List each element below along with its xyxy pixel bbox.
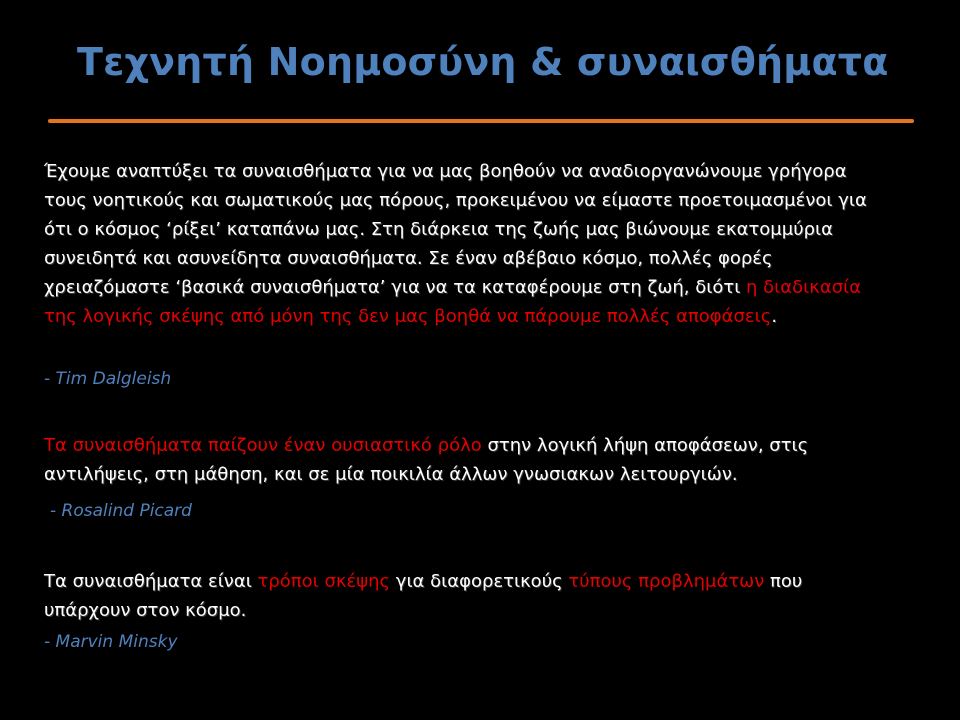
title-divider (48, 119, 914, 123)
slide-title: Τεχνητή Νοημοσύνη & συναισθήματα (77, 40, 889, 84)
quote-highlight: τρόποι σκέψης (257, 571, 391, 592)
quote-text: . (771, 306, 778, 327)
quote-highlight: τύπους προβλημάτων (568, 571, 765, 592)
quote-minsky (44, 567, 894, 625)
author-picard: - Rosalind Picard (50, 501, 192, 521)
quote-highlight: Τα συναισθήματα παίζουν έναν ουσιαστικό ρόλο (44, 435, 482, 456)
quote-text: που υπάρχουν στον κόσμο. (44, 571, 803, 621)
quote-picard (44, 431, 894, 489)
author-minsky: - Marvin Minsky (44, 632, 178, 652)
author-dalgleish: - Tim Dalgleish (44, 369, 172, 389)
quote-dalgleish (44, 157, 894, 331)
quote-text: για διαφορετικούς (390, 571, 569, 592)
quote-text: Έχουμε αναπτύξει τα συναισθήματα για να μας βοηθούν να αναδιοργανώνουμε γρήγορα τους νοητικούς και σωματικούς μας πόρους, προκειμένου να είμαστε προετοιμασμένοι για ότι ο κόσμος ‘ρίξει’ καταπάνω μας. Στη διάρκεια της ζωής μας βιώνουμε εκατομμύρια συνειδητά και ασυνείδητα συναισθήματα. Σε έναν αβέβαιο κόσμο, πολλές φορές χρειαζόμαστε ‘βασικά συναισθήματα’ για να τα καταφέρουμε στη ζωή, διότι (44, 161, 867, 298)
quote-text: στην λογική λήψη αποφάσεων, στις αντιλήψεις, στη μάθηση, και σε μία ποικιλία άλλων γνωσιακων λειτουργιών. (44, 435, 809, 485)
quote-text: Τα συναισθήματα είναι (44, 571, 258, 592)
quote-highlight: η διαδικασία της λογικής σκέψης από μόνη της δεν μας βοηθά να πάρουμε πολλές αποφάσεις (44, 277, 862, 327)
